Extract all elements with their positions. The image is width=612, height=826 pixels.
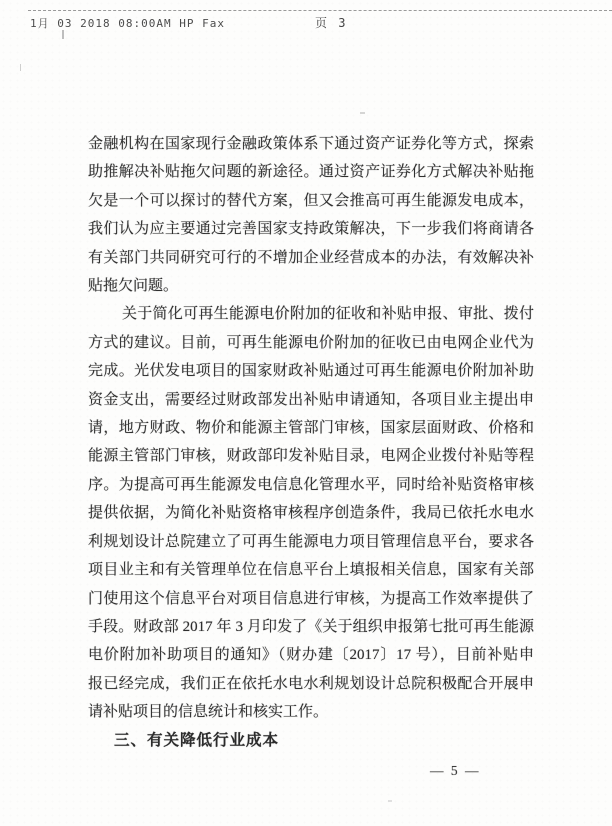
text-line: 贴拖欠问题。 [88, 278, 179, 295]
fax-header-divider [28, 10, 612, 11]
scan-artifact [388, 800, 392, 802]
text-line: 资金支出，需要经过财政部发出补贴申请通知，各项目业主提出申 [88, 391, 534, 408]
text-line: 金融机构在国家现行金融政策体系下通过资产证券化等方式，探索 [88, 136, 534, 152]
text-line: 请补贴项目的信息统计和核实工作。 [88, 704, 329, 721]
fax-page-label: 页 3 [315, 16, 348, 30]
text-line: 提供依据，为简化补贴资格审核程序创造条件，我局已依托水电水 [88, 505, 534, 522]
section-heading: 三、有关降低行业成本 [114, 731, 280, 749]
page-number: — 5 — [430, 763, 481, 778]
paragraph-container [88, 130, 534, 727]
text-line: 完成。光伏发电项目的国家财政补贴通过可再生能源电价附加补助 [88, 363, 534, 380]
text-line: 有关部门共同研究可行的不增加企业经营成本的办法，有效解决补 [88, 249, 534, 266]
text-line: 序。为提高可再生能源发电信息化管理水平，同时给补贴资格审核 [88, 476, 534, 493]
text-line: 项目业主和有关管理单位在信息平台上填报相关信息，国家有关部 [88, 562, 534, 579]
text-line: 方式的建议。目前，可再生能源电价附加的征收已由电网企业代为 [88, 334, 534, 351]
text-line: 电价附加补助项目的通知》（财办建〔2017〕17 号），目前补贴申 [88, 647, 534, 664]
text-line: 关于简化可再生能源电价附加的征收和补贴申报、审批、拨付 [122, 306, 534, 323]
text-line: 利规划设计总院建立了可再生能源电力项目管理信息平台，要求各 [88, 533, 534, 550]
text-line: 手段。财政部 2017 年 3 月印发了《关于组织申报第七批可再生能源 [88, 618, 534, 635]
text-line: 报已经完成，我们正在依托水电水利规划设计总院积极配合开展申 [88, 675, 534, 692]
paragraph [88, 300, 534, 726]
scan-artifact [62, 30, 64, 39]
text-line: 助推解决补贴拖欠问题的新途径。通过资产证券化方式解决补贴拖 [88, 164, 534, 181]
text-line: 能源主管部门审核，财政部印发补贴目录，电网企业拨付补贴等程 [88, 448, 534, 465]
scan-artifact [360, 112, 365, 114]
text-line: 请，地方财政、物价和能源主管部门审核，国家层面财政、价格和 [88, 420, 534, 437]
fax-timestamp: 1月 03 2018 08:00AM HP Fax [30, 17, 225, 30]
document-body [88, 130, 534, 755]
text-line: 欠是一个可以探讨的替代方案，但又会推高可再生能源发电成本， [88, 192, 534, 209]
text-line: 门使用这个信息平台对项目信息进行审核，为提高工作效率提供了 [88, 590, 534, 607]
paragraph [88, 130, 534, 300]
scan-artifact [20, 64, 21, 71]
text-line: 我们认为应主要通过完善国家支持政策解决，下一步我们将商请各 [88, 221, 534, 238]
